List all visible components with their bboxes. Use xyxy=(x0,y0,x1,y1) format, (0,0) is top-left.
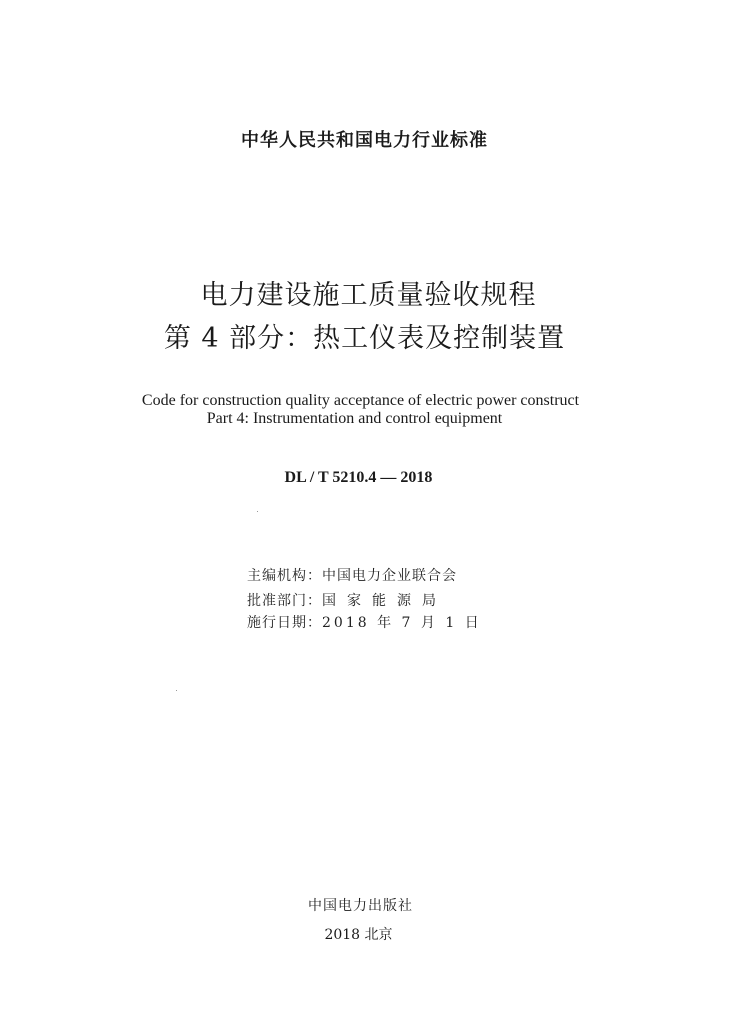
meta-editor-label: 主编机构： xyxy=(247,568,322,584)
title-chinese-line-2: 第 4 部分：热工仪表及控制装置 xyxy=(163,323,566,354)
standard-code: DL / T 5210.4 — 2018 xyxy=(284,469,433,486)
publisher-name: 中国电力出版社 xyxy=(308,898,413,914)
meta-effective-label: 施行日期： xyxy=(247,615,322,631)
meta-editor xyxy=(247,565,457,585)
meta-editor-value: 中国电力企业联合会 xyxy=(322,568,457,584)
meta-approver-label: 批准部门： xyxy=(247,593,322,609)
meta-approver-value: 国家能源局 xyxy=(322,593,447,609)
scan-speck xyxy=(176,690,177,691)
standard-category: 中华人民共和国电力行业标准 xyxy=(241,130,488,151)
meta-effective-value: 2018 年 7 月 1 日 xyxy=(322,615,482,631)
scan-speck xyxy=(257,511,258,512)
publication-year-place: 2018 北京 xyxy=(324,927,393,943)
title-chinese-line-1: 电力建设施工质量验收规程 xyxy=(200,280,537,311)
title-english-line-2: Part 4: Instrumentation and control equipment xyxy=(206,410,503,427)
meta-effective-date xyxy=(247,612,482,632)
meta-approver xyxy=(247,590,447,610)
title-english-line-1: Code for construction quality acceptance of electric power construct xyxy=(141,392,580,409)
